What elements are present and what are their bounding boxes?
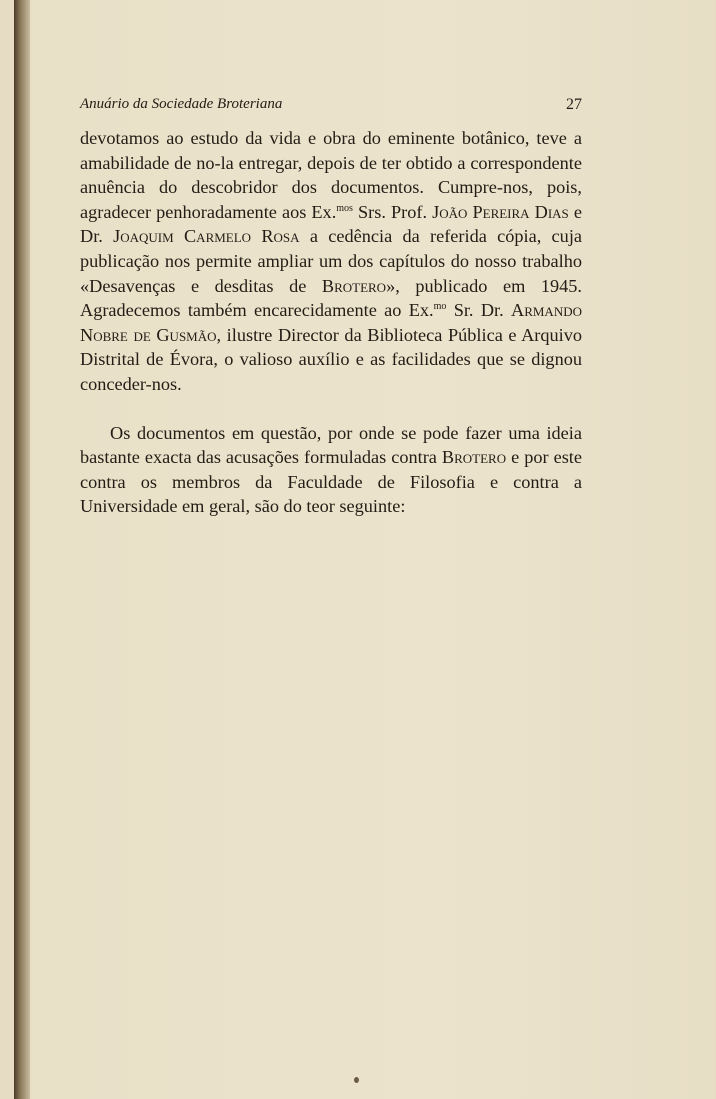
paragraph-acknowledgements xyxy=(80,126,582,397)
person-name: João Pereira Dias xyxy=(432,201,569,222)
person-name: Armando Nobre de Gusmão xyxy=(80,300,582,345)
text-run: a cedência da referida cópia, cuja publicação nos permite ampliar um dos capítulos do nosso trabalho «Desavenças e desditas de xyxy=(80,226,583,296)
text-run: Os documentos em questão, por onde se pode fazer uma ideia bastante exacta das acusações formuladas contra xyxy=(80,422,582,468)
text-run: e Dr. xyxy=(80,201,582,247)
running-title: Anuário da Sociedade Broteriana xyxy=(80,96,283,112)
text-run: e por este contra os membros da Faculdade de Filosofia e contra a Universidade em geral, são do teor seguinte: xyxy=(80,447,582,517)
book-spine-shadow xyxy=(14,0,30,1099)
person-name: Brotero xyxy=(441,447,507,468)
text-run: Srs. Prof. xyxy=(352,201,433,222)
text-run: », publicado em 1945. Agradecemos também encarecidamente ao Ex. xyxy=(80,275,582,321)
superscript: mos xyxy=(336,202,353,214)
paper-blemish xyxy=(354,1077,359,1083)
text-run: Sr. Dr. xyxy=(446,300,511,321)
person-name: Joaquim Carmelo Rosa xyxy=(113,226,300,247)
superscript: mo xyxy=(433,301,447,313)
person-name: Brotero xyxy=(321,275,387,296)
page-header xyxy=(80,96,582,116)
text-run: , ilustre Director da Biblioteca Pública e Arquivo Distrital de Évora, o valioso auxílio e as facilidades que se dignou conceder-nos. xyxy=(80,324,583,394)
page-number: 27 xyxy=(566,96,582,113)
body-text xyxy=(80,126,582,519)
text-run: devotamos ao estudo da vida e obra do eminente botânico, teve a amabilidade de no-la entregar, depois de ter obtido a correspondente anuência do descobridor dos documentos. Cumpre-nos, pois, agradecer penhoradamente aos Ex. xyxy=(80,128,582,222)
paragraph-documents-intro xyxy=(80,421,582,519)
